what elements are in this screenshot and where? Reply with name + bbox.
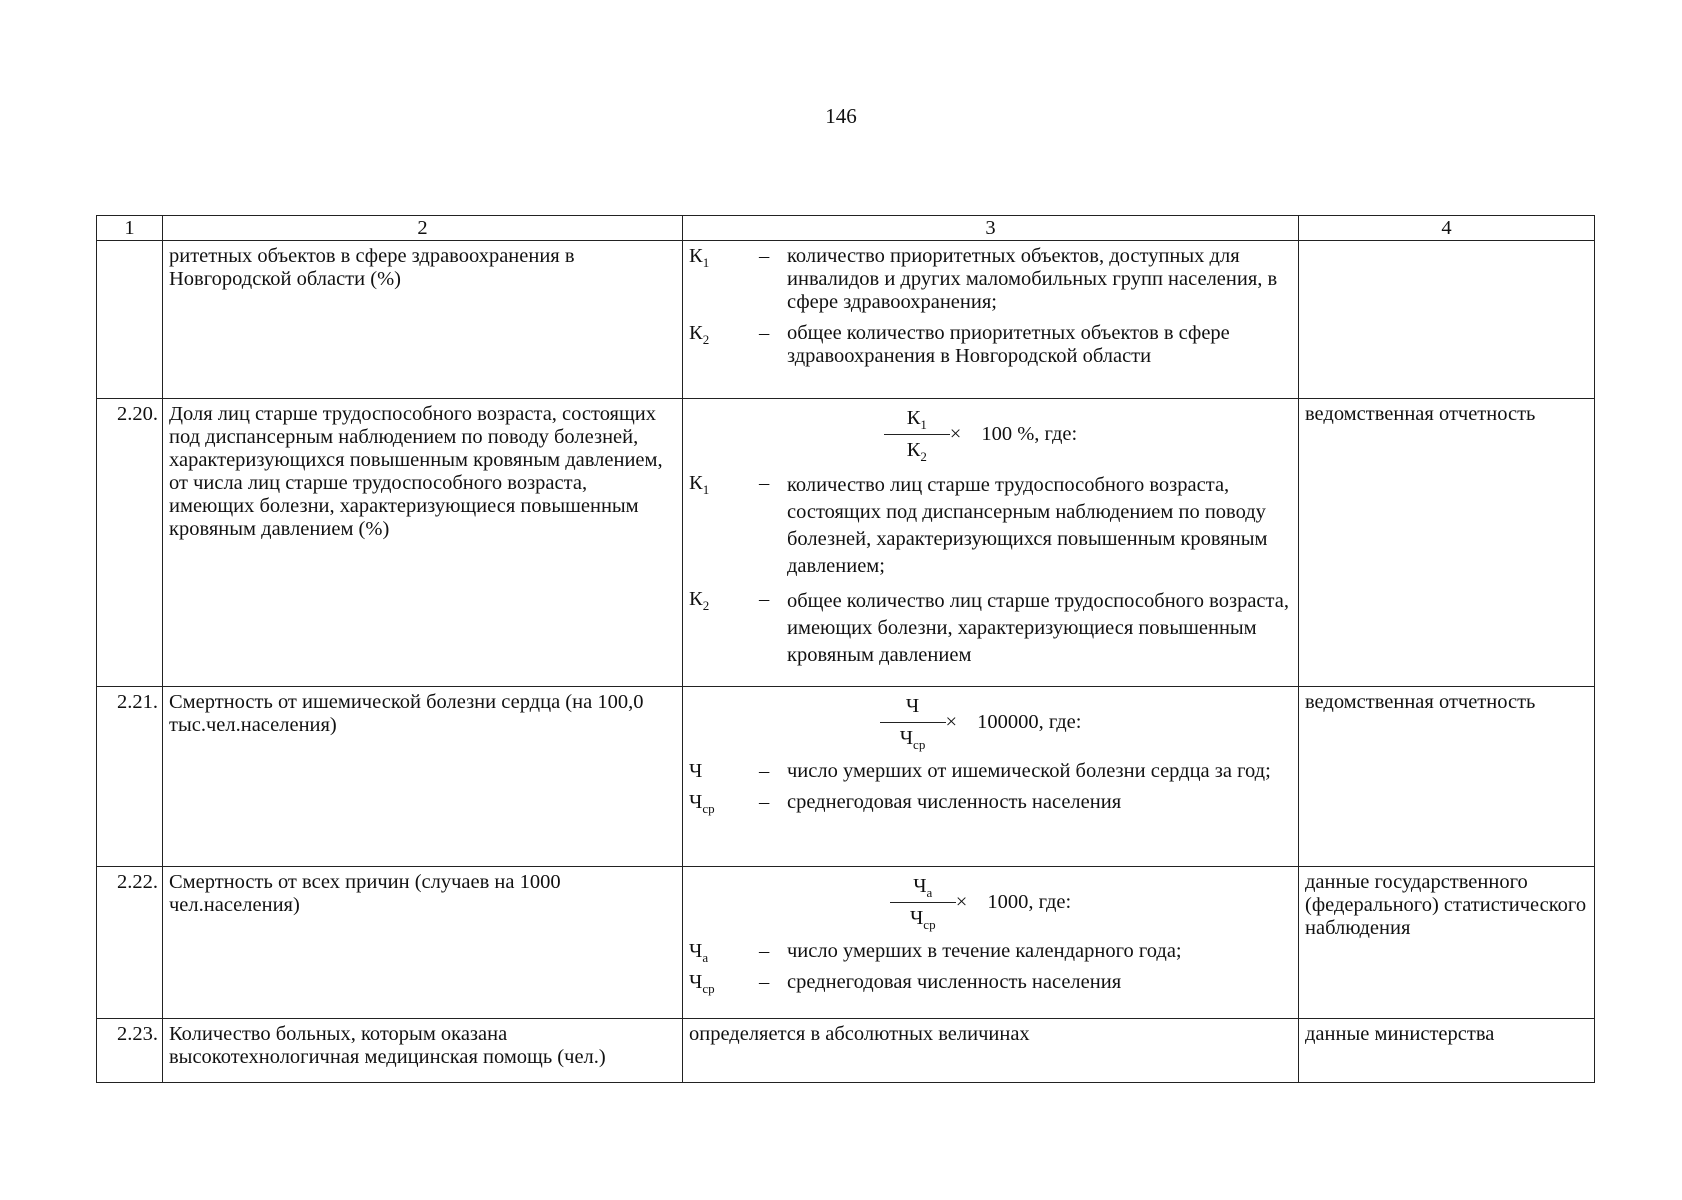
table-row: [97, 241, 1595, 399]
definition-symbol: $К_2$: [689, 322, 710, 348]
definition-dash: –: [759, 940, 770, 962]
definition-dash: –: [759, 472, 770, 494]
table-header-row: [97, 216, 1595, 241]
definition-text: среднегодовая численность населения: [787, 791, 1122, 813]
row-number: 2.23.: [97, 1019, 163, 1083]
formula: [689, 875, 1292, 933]
definition: [689, 472, 1292, 580]
table-row: [97, 867, 1595, 1019]
definition-symbol: $К_2$: [689, 588, 710, 614]
data-source: данные государственного (федерального) статистического наблюдения: [1299, 867, 1595, 1019]
definition-dash: –: [759, 588, 770, 610]
formula-cell: [683, 867, 1299, 1019]
table-row: [97, 1019, 1595, 1083]
definition: [689, 971, 1292, 997]
definition-symbol: $Ч_{ср}$: [689, 791, 715, 817]
page-number: 146: [825, 104, 857, 128]
data-source: данные министерства: [1299, 1019, 1595, 1083]
definition: [689, 760, 1292, 783]
definition-text: общее количество приоритетных объектов в сфере здравоохранения в Новгородской области: [787, 322, 1230, 367]
definition-text: количество лиц старше трудоспособного возраста, состоящих под диспансерным наблюдением по поводу болезней, характеризующихся повышенным кровяным давлением;: [787, 474, 1268, 577]
data-source: [1299, 241, 1595, 399]
multiply-sign: ×: [945, 711, 958, 733]
table-row: [97, 399, 1595, 687]
definition-symbol: $Ч_{ср}$: [689, 971, 715, 997]
definition-dash: –: [759, 245, 770, 267]
multiply-sign: ×: [949, 423, 962, 445]
header-cell: 4: [1299, 216, 1595, 241]
definition-dash: –: [759, 971, 770, 993]
indicator-name: Смертность от всех причин (случаев на 1000 чел.населения): [163, 867, 683, 1019]
fraction-denominator: $Ч_{ср}$: [909, 907, 936, 933]
row-number: 2.20.: [97, 399, 163, 687]
indicator-name: Доля лиц старше трудоспособного возраста, состоящих под диспансерным наблюдением по поводу болезней, характеризующихся повышенным кровяным давлением, от числа лиц старше трудоспособного возраста, имеющих болезни, характеризующиеся повышенным кровяным давлением (%): [163, 399, 683, 687]
definition: [689, 245, 1292, 314]
definition-symbol: $Ч_а$: [689, 940, 709, 966]
definition-text: количество приоритетных объектов, доступных для инвалидов и других маломобильных групп населения, в сфере здравоохранения;: [787, 245, 1278, 313]
definition-dash: –: [759, 791, 770, 813]
fraction: [884, 407, 950, 465]
definition-symbol: $К_1$: [689, 472, 710, 498]
formula-cell: [683, 687, 1299, 867]
formula-factor: 100 %, где:: [981, 423, 1078, 445]
formula-factor: 100000, где:: [977, 711, 1082, 733]
header-cell: 2: [163, 216, 683, 241]
indicator-name: Количество больных, которым оказана высокотехнологичная медицинская помощь (чел.): [163, 1019, 683, 1083]
fraction-numerator: $Ч_а$: [890, 875, 956, 903]
fraction-numerator: $К_1$: [884, 407, 950, 435]
definition-text: число умерших от ишемической болезни сердца за год;: [787, 760, 1271, 782]
definition-dash: –: [759, 760, 770, 782]
multiply-sign: ×: [955, 891, 968, 913]
definition: [689, 322, 1292, 368]
fraction-denominator: $К_2$: [906, 439, 927, 465]
indicator-name: ритетных объектов в сфере здравоохранения в Новгородской области (%): [163, 241, 683, 399]
row-number: 2.22.: [97, 867, 163, 1019]
definition-text: среднегодовая численность населения: [787, 971, 1122, 993]
indicator-name: Смертность от ишемической болезни сердца (на 100,0 тыс.чел.населения): [163, 687, 683, 867]
header-cell: 3: [683, 216, 1299, 241]
definition-symbol: $К_1$: [689, 245, 710, 271]
header-cell: 1: [97, 216, 163, 241]
indicator-table: [96, 215, 1595, 1083]
formula: [689, 407, 1292, 465]
formula-factor: 1000, где:: [987, 891, 1072, 913]
row-number: [97, 241, 163, 399]
formula-cell: [683, 399, 1299, 687]
definition: [689, 940, 1292, 966]
formula-cell: [683, 241, 1299, 399]
data-source: ведомственная отчетность: [1299, 399, 1595, 687]
calculation-method: определяется в абсолютных величинах: [683, 1019, 1299, 1083]
definition-dash: –: [759, 322, 770, 344]
definition-symbol: Ч: [689, 760, 703, 782]
definition-text: число умерших в течение календарного года;: [787, 940, 1182, 962]
formula: [689, 695, 1292, 753]
definition: [689, 791, 1292, 817]
data-source: ведомственная отчетность: [1299, 687, 1595, 867]
fraction-numerator: Ч: [880, 695, 946, 723]
definition-text: общее количество лиц старше трудоспособного возраста, имеющих болезни, характеризующиеся повышенным кровяным давлением: [787, 590, 1289, 666]
row-number: 2.21.: [97, 687, 163, 867]
fraction: [890, 875, 956, 933]
definition: [689, 588, 1292, 669]
fraction: [880, 695, 946, 753]
fraction-denominator: $Ч_{ср}$: [899, 727, 926, 753]
table-row: [97, 687, 1595, 867]
